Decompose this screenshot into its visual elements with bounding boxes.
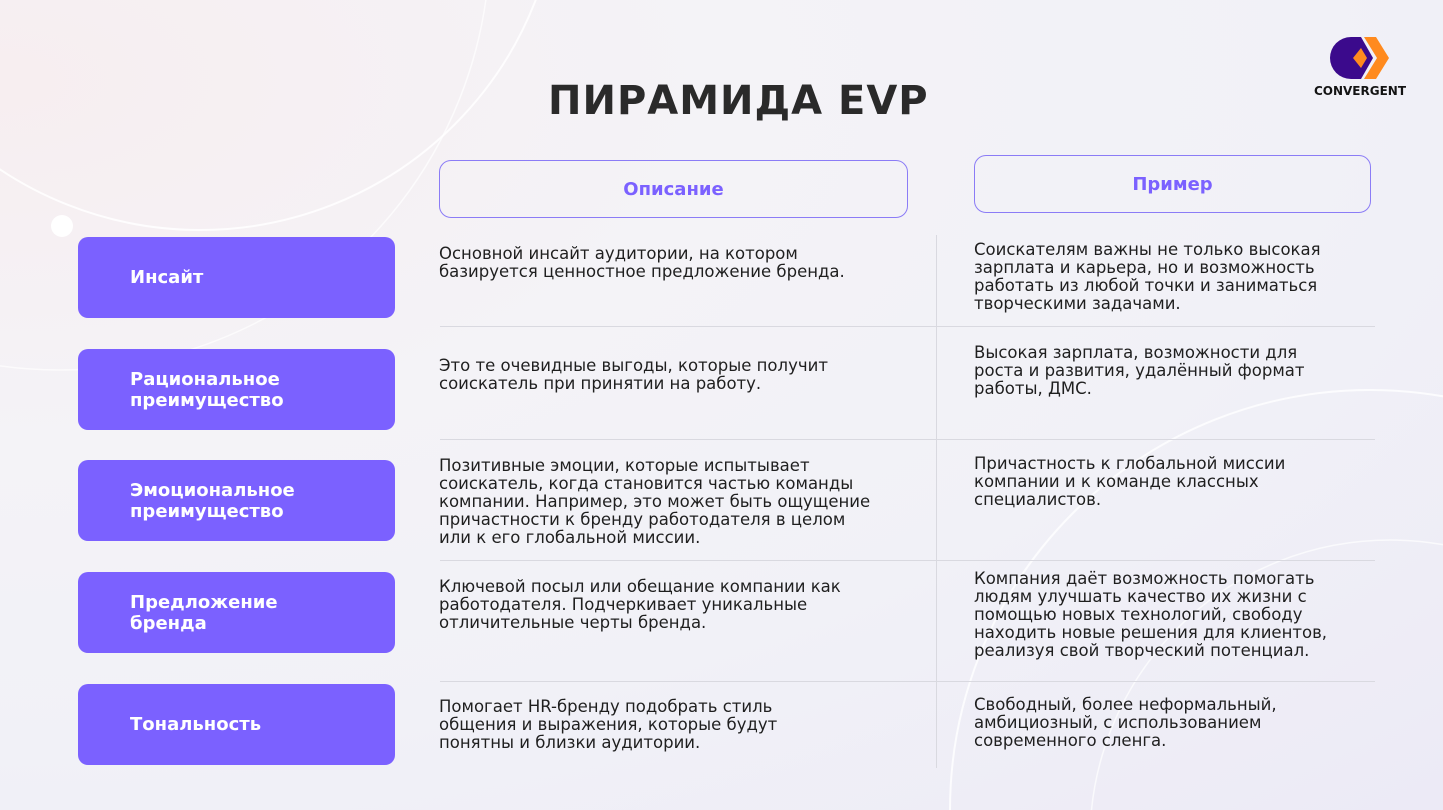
company-logo: [1305, 36, 1415, 100]
example-column-header: Пример: [974, 155, 1371, 213]
column-divider: [936, 235, 937, 768]
row-example-brand-proposition: Компания даёт возможность помогать людям улучшать качество их жизни с помощью новых технологий, свободу находить новые решения для клиентов, реализуя свой творческий потенциал.: [974, 569, 1328, 660]
row-example-tonality: Свободный, более неформальный, амбициозный, с использованием современного сленга.: [974, 695, 1277, 750]
row-label-tonality: Тональность: [78, 684, 395, 765]
row-description-emotional-benefit: Позитивные эмоции, которые испытывает соискатель, когда становится частью команды компании. Например, это может быть ощущение причастности к бренду работодателя в целом или к его глобальной миссии.: [439, 456, 871, 547]
row-label-emotional-benefit: Эмоциональное преимущество: [78, 460, 395, 541]
row-label-rational-benefit: Рациональное преимущество: [78, 349, 395, 430]
row-divider: [440, 681, 1375, 682]
row-divider: [440, 439, 1375, 440]
convergent-logo-icon: [1330, 36, 1390, 80]
row-example-insight: Соискателям важны не только высокая зарплата и карьера, но и возможность работать из любой точки и заниматься творческими задачами.: [974, 240, 1321, 313]
description-column-header: Описание: [439, 160, 908, 218]
row-description-insight: Основной инсайт аудитории, на котором базируется ценностное предложение бренда.: [439, 244, 845, 281]
row-divider: [440, 560, 1375, 561]
row-example-rational-benefit: Высокая зарплата, возможности для роста и развития, удалённый формат работы, ДМС.: [974, 343, 1305, 398]
row-divider: [440, 326, 1375, 327]
row-description-brand-proposition: Ключевой посыл или обещание компании как работодателя. Подчеркивает уникальные отличительные черты бренда.: [439, 577, 841, 632]
row-label-brand-proposition: Предложение бренда: [78, 572, 395, 653]
row-description-rational-benefit: Это те очевидные выгоды, которые получит соискатель при принятии на работу.: [439, 356, 828, 393]
row-label-insight: Инсайт: [78, 237, 395, 318]
row-example-emotional-benefit: Причастность к глобальной миссии компании и к команде классных специалистов.: [974, 454, 1286, 509]
row-description-tonality: Помогает HR-бренду подобрать стиль общения и выражения, которые будут понятны и близки аудитории.: [439, 697, 778, 752]
logo-text: CONVERGENT: [1313, 84, 1407, 98]
page-title: ПИРАМИДА EVP: [548, 78, 929, 124]
